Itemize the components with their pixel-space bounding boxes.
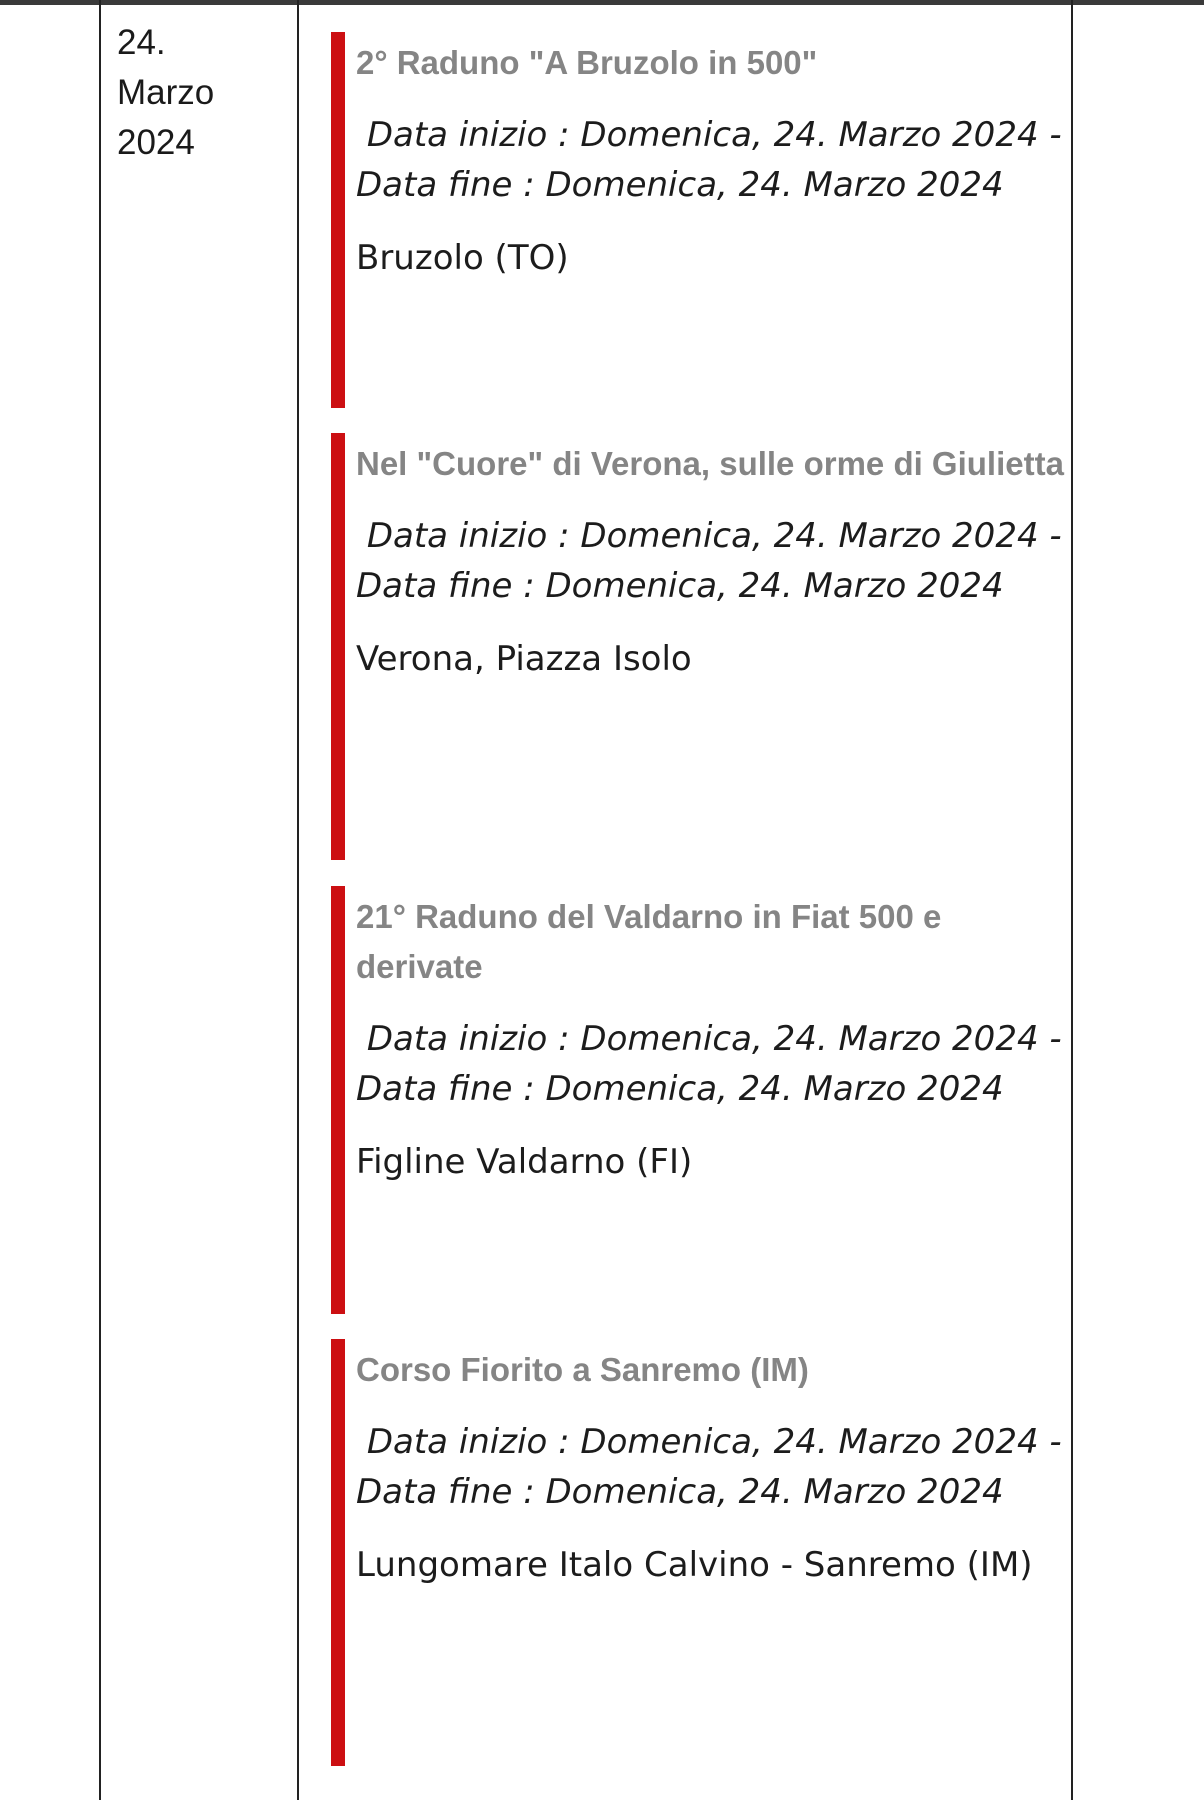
event-accent-bar	[331, 886, 345, 1314]
event-title-link[interactable]: Corso Fiorito a Sanremo (IM)	[356, 1351, 809, 1388]
event-dates: Data inizio : Domenica, 24. Marzo 2024 - Data fine : Domenica, 24. Marzo 2024	[356, 1019, 1073, 1109]
event-dates: Data inizio : Domenica, 24. Marzo 2024 - Data fine : Domenica, 24. Marzo 2024	[356, 115, 1073, 205]
table-top-border	[0, 0, 1204, 5]
event-date-cell	[117, 18, 287, 168]
event-dates: Data inizio : Domenica, 24. Marzo 2024 - Data fine : Domenica, 24. Marzo 2024	[356, 516, 1073, 606]
event-item	[331, 433, 1076, 860]
table-column-divider	[297, 0, 299, 1800]
event-location: Lungomare Italo Calvino - Sanremo (IM)	[356, 1545, 1033, 1585]
event-item	[331, 1339, 1076, 1766]
event-accent-bar	[331, 433, 345, 860]
event-title-link[interactable]: Nel "Cuore" di Verona, sulle orme di Giulietta	[356, 445, 1064, 482]
event-dates: Data inizio : Domenica, 24. Marzo 2024 - Data fine : Domenica, 24. Marzo 2024	[356, 1422, 1073, 1512]
event-title-link[interactable]: 2° Raduno "A Bruzolo in 500"	[356, 44, 818, 81]
table-column-divider	[99, 0, 101, 1800]
event-accent-bar	[331, 32, 345, 408]
event-item	[331, 886, 1076, 1314]
event-location: Bruzolo (TO)	[356, 238, 569, 278]
event-location: Verona, Piazza Isolo	[356, 639, 692, 679]
event-title-link[interactable]: 21° Raduno del Valdarno in Fiat 500 e derivate	[356, 898, 942, 985]
event-item	[331, 32, 1076, 408]
date-day: 24.	[117, 23, 166, 62]
date-month: Marzo	[117, 73, 215, 112]
event-accent-bar	[331, 1339, 345, 1766]
event-location: Figline Valdarno (FI)	[356, 1142, 693, 1182]
date-year: 2024	[117, 123, 195, 162]
